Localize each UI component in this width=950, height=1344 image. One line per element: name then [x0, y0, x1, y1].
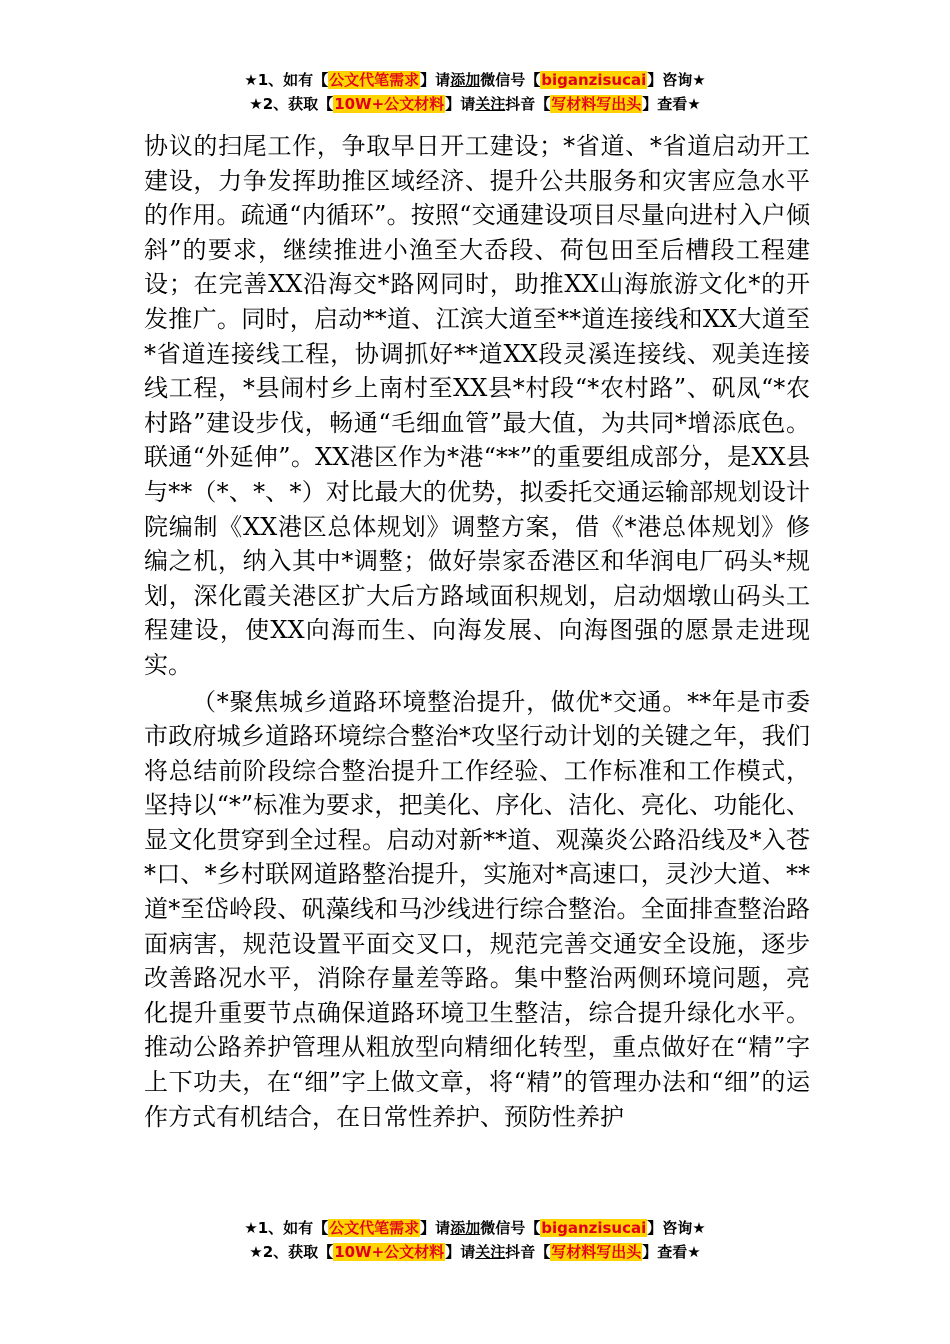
banner-text: ★1、如有【	[244, 1219, 329, 1237]
highlight-service: 公文代笔需求	[329, 71, 420, 89]
banner-line-1	[0, 1216, 950, 1240]
header-banner	[0, 68, 950, 116]
document-body	[144, 129, 810, 1134]
banner-text: 】请	[420, 1219, 451, 1237]
banner-text: 】请	[445, 95, 476, 113]
banner-line-2	[0, 92, 950, 116]
highlight-wechat-id: biganzisucai	[541, 71, 647, 89]
banner-text: 】查看★	[642, 95, 701, 113]
banner-text: ★2、获取【	[249, 1243, 334, 1261]
highlight-douyin-account: 写材料写出头	[551, 95, 642, 113]
banner-text: 】请	[420, 71, 451, 89]
banner-line-2	[0, 1240, 950, 1264]
banner-text: ★1、如有【	[244, 71, 329, 89]
underlined-text: 关注	[475, 95, 506, 113]
banner-text: 】查看★	[642, 1243, 701, 1261]
banner-line-1	[0, 68, 950, 92]
highlight-service: 公文代笔需求	[329, 1219, 420, 1237]
highlight-materials: 10W+公文材料	[334, 1243, 445, 1261]
highlight-materials: 10W+公文材料	[334, 95, 445, 113]
banner-text: 微信号【	[480, 1219, 541, 1237]
banner-text: ★2、获取【	[249, 95, 334, 113]
highlight-wechat-id: biganzisucai	[541, 1219, 647, 1237]
banner-text: 】请	[445, 1243, 476, 1261]
underlined-text: 添加	[450, 71, 481, 89]
underlined-text: 添加	[450, 1219, 481, 1237]
banner-text: 】咨询★	[647, 71, 706, 89]
banner-text: 抖音【	[505, 1243, 551, 1261]
banner-text: 抖音【	[505, 95, 551, 113]
footer-banner	[0, 1216, 950, 1264]
highlight-douyin-account: 写材料写出头	[551, 1243, 642, 1261]
underlined-text: 关注	[475, 1243, 506, 1261]
paragraph-1: 协议的扫尾工作，争取早日开工建设；*省道、*省道启动开工建设，力争发挥助推区域经济、提升公共服务和灾害应急水平的作用。疏通“内循环”。按照“交通建设项目尽量向进村入户倾斜”的要求，继续推进小渔至大岙段、荷包田至后槽段工程建设；在完善XX沿海交*路网同时，助推XX山海旅游文化*的开发推广。同时，启动**道、江滨大道至**道连接线和XX大道至*省道连接线工程，协调抓好**道XX段灵溪连接线、观美连接线工程，*县闹村乡上南村至XX县*村段“*农村路”、矾凤“*农村路”建设步伐，畅通“毛细血管”最大值，为共同*增添底色。联通“外延伸”。XX港区作为*港“**”的重要组成部分，是XX县与**（*、*、*）对比最大的优势，拟委托交通运输部规划设计院编制《XX港区总体规划》调整方案，借《*港总体规划》修编之机，纳入其中*调整；做好崇家岙港区和华润电厂码头*规划，深化霞关港区扩大后方路域面积规划，启动烟墩山码头工程建设，使XX向海而生、向海发展、向海图强的愿景走进现实。	[144, 132, 810, 679]
banner-text: 】咨询★	[647, 1219, 706, 1237]
banner-text: 微信号【	[480, 71, 541, 89]
paragraph-2: （*聚焦城乡道路环境整治提升，做优*交通。**年是市委市政府城乡道路环境综合整治*攻坚行动计划的关键之年，我们将总结前阶段综合整治提升工作经验、工作标准和工作模式，坚持以“*”标准为要求，把美化、序化、洁化、亮化、功能化、显文化贯穿到全过程。启动对新**道、观藻炎公路沿线及*入苍*口、*乡村联网道路整治提升，实施对*高速口，灵沙大道、**道*至岱岭段、矾藻线和马沙线进行综合整治。全面排查整治路面病害，规范设置平面交叉口，规范完善交通安全设施，逐步改善路况水平，消除存量差等路。集中整治两侧环境问题，亮化提升重要节点确保道路环境卫生整洁，综合提升绿化水平。推动公路养护管理从粗放型向精细化转型，重点做好在“精”字上下功夫，在“细”字上做文章，将“精”的管理办法和“细”的运作方式有机结合，在日常性养护、预防性养护	[144, 687, 810, 1131]
